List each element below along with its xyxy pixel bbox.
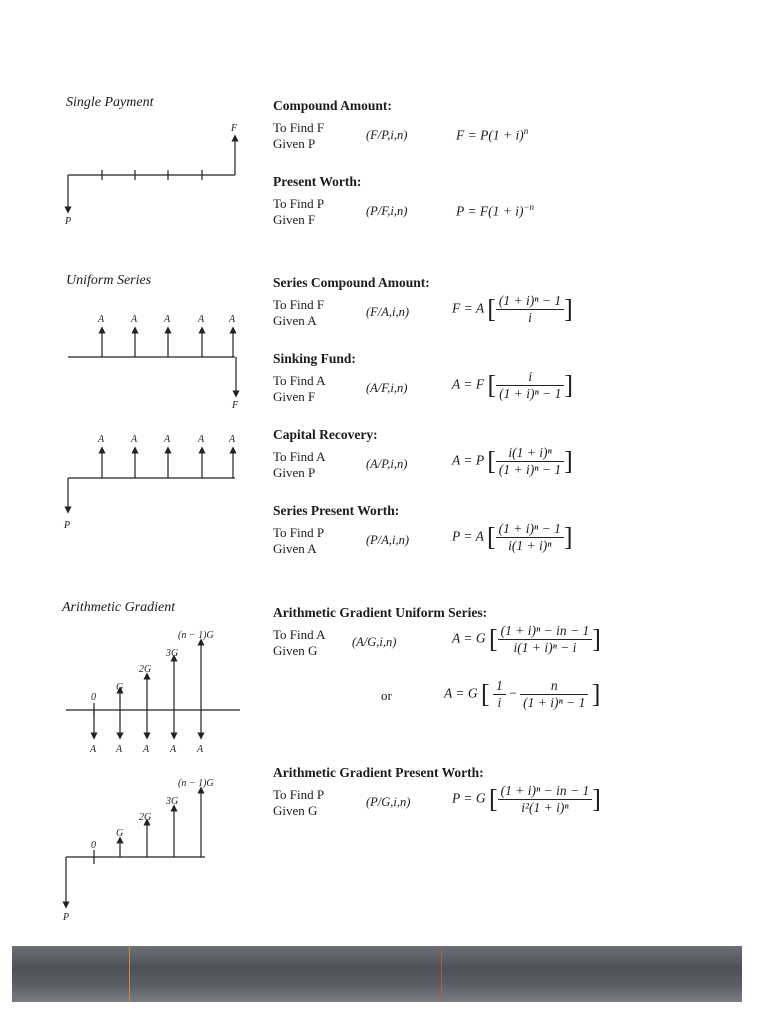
- given-label: Given G: [273, 803, 318, 818]
- diagram-uniform-series-present: [68, 450, 235, 510]
- section-title-arithmetic-gradient: Arithmetic Gradient: [62, 600, 176, 615]
- label-A: A: [131, 434, 138, 445]
- given-label: Given A: [273, 541, 317, 556]
- label-zero: 0: [91, 692, 96, 703]
- label-A: A: [229, 314, 236, 325]
- label-A: A: [170, 744, 177, 755]
- label-G: G: [116, 828, 124, 839]
- to-find-label: To Find A: [273, 373, 326, 388]
- formula-heading: Present Worth:: [273, 174, 362, 189]
- given-label: Given F: [273, 389, 316, 404]
- factor-notation: (F/P,i,n): [366, 128, 408, 142]
- formula-heading: Capital Recovery:: [273, 427, 378, 442]
- scan-bar-line: [129, 946, 130, 1002]
- factor-notation: (A/G,i,n): [352, 635, 397, 649]
- label-F: F: [232, 400, 239, 411]
- factor-notation: (F/A,i,n): [366, 305, 410, 319]
- factor-notation: (A/F,i,n): [366, 381, 408, 395]
- factor-notation: (A/P,i,n): [366, 457, 408, 471]
- formula-equation: $P = F(1 + i)^{-n}$: [456, 202, 535, 219]
- formula-heading: Series Compound Amount:: [273, 275, 430, 290]
- scan-bar-line: [441, 946, 442, 1002]
- factor-notation: (P/G,i,n): [366, 795, 411, 809]
- diagram-uniform-series-future: [68, 330, 236, 394]
- label-n-1-G: (n − 1)G: [178, 778, 214, 789]
- formula-equation: F = A [ $\frac{\text{(1 + i)ⁿ − 1}}{i}$ ]: [452, 293, 573, 325]
- factor-notation: (P/A,i,n): [366, 533, 410, 547]
- formula-equation: A = F [ $\frac{i}{\text{(1 + i)ⁿ − 1}}$ ]: [452, 369, 574, 401]
- label-A: A: [164, 314, 171, 325]
- label-2G: 2G: [139, 812, 152, 823]
- formula-heading: Arithmetic Gradient Uniform Series:: [273, 605, 488, 620]
- label-3G: 3G: [166, 796, 179, 807]
- label-A: A: [164, 434, 171, 445]
- section-title-uniform-series: Uniform Series: [66, 273, 152, 288]
- label-P: P: [65, 216, 72, 227]
- label-2G: 2G: [139, 664, 152, 675]
- alt-gradient-equation: A = G [ $\frac{1}{i}$ − $\frac{n}{\text{(1 + i)ⁿ − 1}}$ ]: [444, 678, 601, 710]
- formula-equation: P = A [ $\frac{\text{(1 + i)ⁿ − 1}}{\text{i(1 + i)ⁿ}}$ ]: [452, 521, 573, 553]
- label-n-1-G: (n − 1)G: [178, 630, 214, 641]
- formula-heading: Arithmetic Gradient Present Worth:: [273, 765, 484, 780]
- formula-equation: A = P [ $\frac{\text{i(1 + i)ⁿ}}{\text{(1 + i)ⁿ − 1}}$ ]: [452, 445, 573, 477]
- to-find-label: To Find A: [273, 627, 326, 642]
- label-G: G: [116, 682, 124, 693]
- to-find-label: To Find P: [273, 525, 325, 540]
- formula-heading: Series Present Worth:: [273, 503, 400, 518]
- section-title-single-payment: Single Payment: [66, 95, 154, 110]
- label-A: A: [98, 434, 105, 445]
- diagram-single-payment: [68, 138, 235, 210]
- to-find-label: To Find F: [273, 297, 325, 312]
- formula-heading: Compound Amount:: [273, 98, 392, 113]
- formula-equation: A = G [ $\frac{\text{(1 + i)ⁿ − in − 1}}{\text{i(1 + i)ⁿ − i}}$ ]: [452, 623, 601, 655]
- formula-equation: P = G [ $\frac{\text{(1 + i)ⁿ − in − 1}}{\text{i²(1 + i)ⁿ}}$ ]: [452, 783, 601, 815]
- label-A: A: [143, 744, 150, 755]
- diagram-gradient-present: [66, 790, 205, 905]
- label-A: A: [98, 314, 105, 325]
- label-A: A: [229, 434, 236, 445]
- given-label: Given P: [273, 465, 316, 480]
- diagram-gradient-uniform: [66, 642, 240, 736]
- label-F: F: [231, 123, 238, 134]
- to-find-label: To Find A: [273, 449, 326, 464]
- label-A: A: [198, 314, 205, 325]
- label-A: A: [197, 744, 204, 755]
- formula-heading: Sinking Fund:: [273, 351, 356, 366]
- given-label: Given G: [273, 643, 318, 658]
- label-3G: 3G: [166, 648, 179, 659]
- given-label: Given F: [273, 212, 316, 227]
- factor-notation: (P/F,i,n): [366, 204, 408, 218]
- to-find-label: To Find P: [273, 787, 325, 802]
- given-label: Given A: [273, 313, 317, 328]
- label-zero: 0: [91, 840, 96, 851]
- formula-equation: $F = P(1 + i)^n$: [456, 126, 529, 143]
- label-A: A: [90, 744, 97, 755]
- to-find-label: To Find P: [273, 196, 325, 211]
- label-P: P: [63, 912, 70, 923]
- to-find-label: To Find F: [273, 120, 325, 135]
- label-P: P: [64, 520, 71, 531]
- scan-bottom-bar: [12, 946, 742, 1002]
- label-A: A: [198, 434, 205, 445]
- label-A: A: [116, 744, 123, 755]
- or-label: or: [381, 688, 392, 703]
- given-label: Given P: [273, 136, 316, 151]
- label-A: A: [131, 314, 138, 325]
